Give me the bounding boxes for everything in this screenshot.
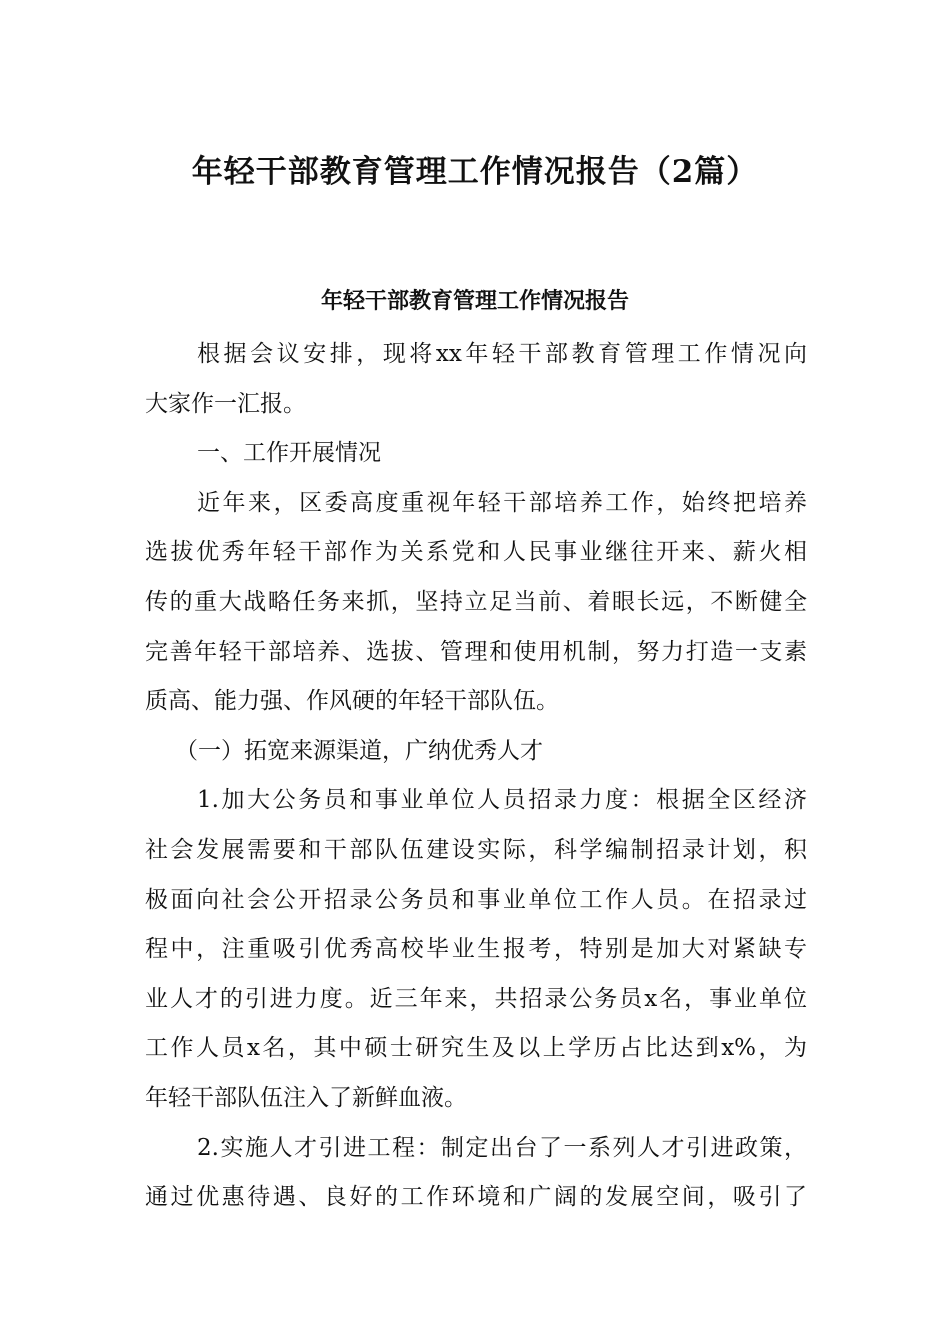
- paragraph-line: 根据会议安排，现将xx年轻干部教育管理工作情况向: [197, 341, 807, 367]
- document-body: [145, 336, 807, 1229]
- paragraph-line: 大家作一汇报。: [145, 390, 306, 417]
- paragraph-line: 近年来，区委高度重视年轻干部培养工作，始终把培养: [197, 489, 807, 516]
- paragraph-line: 业人才的引进力度。近三年来，共招录公务员x名，事业单位: [145, 985, 807, 1012]
- paragraph-line: 选拔优秀年轻干部作为关系党和人民事业继往开来、薪火相: [145, 539, 807, 566]
- paragraph-line: 通过优惠待遇、良好的工作环境和广阔的发展空间，吸引了: [145, 1184, 807, 1211]
- paragraph-line: 2.实施人才引进工程：制定出台了一系列人才引进政策，: [197, 1134, 807, 1161]
- paragraph-line: 传的重大战略任务来抓，坚持立足当前、着眼长远，不断健全: [145, 588, 807, 615]
- paragraph-line: 年轻干部队伍注入了新鲜血液。: [145, 1084, 467, 1111]
- subsection-heading: （一）拓宽来源渠道，广纳优秀人才: [175, 737, 543, 764]
- paragraph-line: 程中，注重吸引优秀高校毕业生报考，特别是加大对紧缺专: [145, 936, 807, 963]
- paragraph-line: 完善年轻干部培养、选拔、管理和使用机制，努力打造一支素: [145, 638, 807, 665]
- section-title: 年轻干部教育管理工作情况报告: [320, 288, 629, 314]
- paragraph-line: 社会发展需要和干部队伍建设实际，科学编制招录计划，积: [145, 836, 807, 863]
- paragraph-line: 质高、能力强、作风硬的年轻干部队伍。: [145, 688, 559, 715]
- section-heading: 一、工作开展情况: [197, 440, 381, 467]
- paragraph-line: 极面向社会公开招录公务员和事业单位工作人员。在招录过: [145, 886, 807, 913]
- document-title: 年轻干部教育管理工作情况报告（2篇）: [191, 154, 759, 190]
- paragraph-line: 1.加大公务员和事业单位人员招录力度：根据全区经济: [197, 787, 807, 814]
- paragraph-line: 工作人员x名，其中硕士研究生及以上学历占比达到x%，为: [145, 1035, 807, 1062]
